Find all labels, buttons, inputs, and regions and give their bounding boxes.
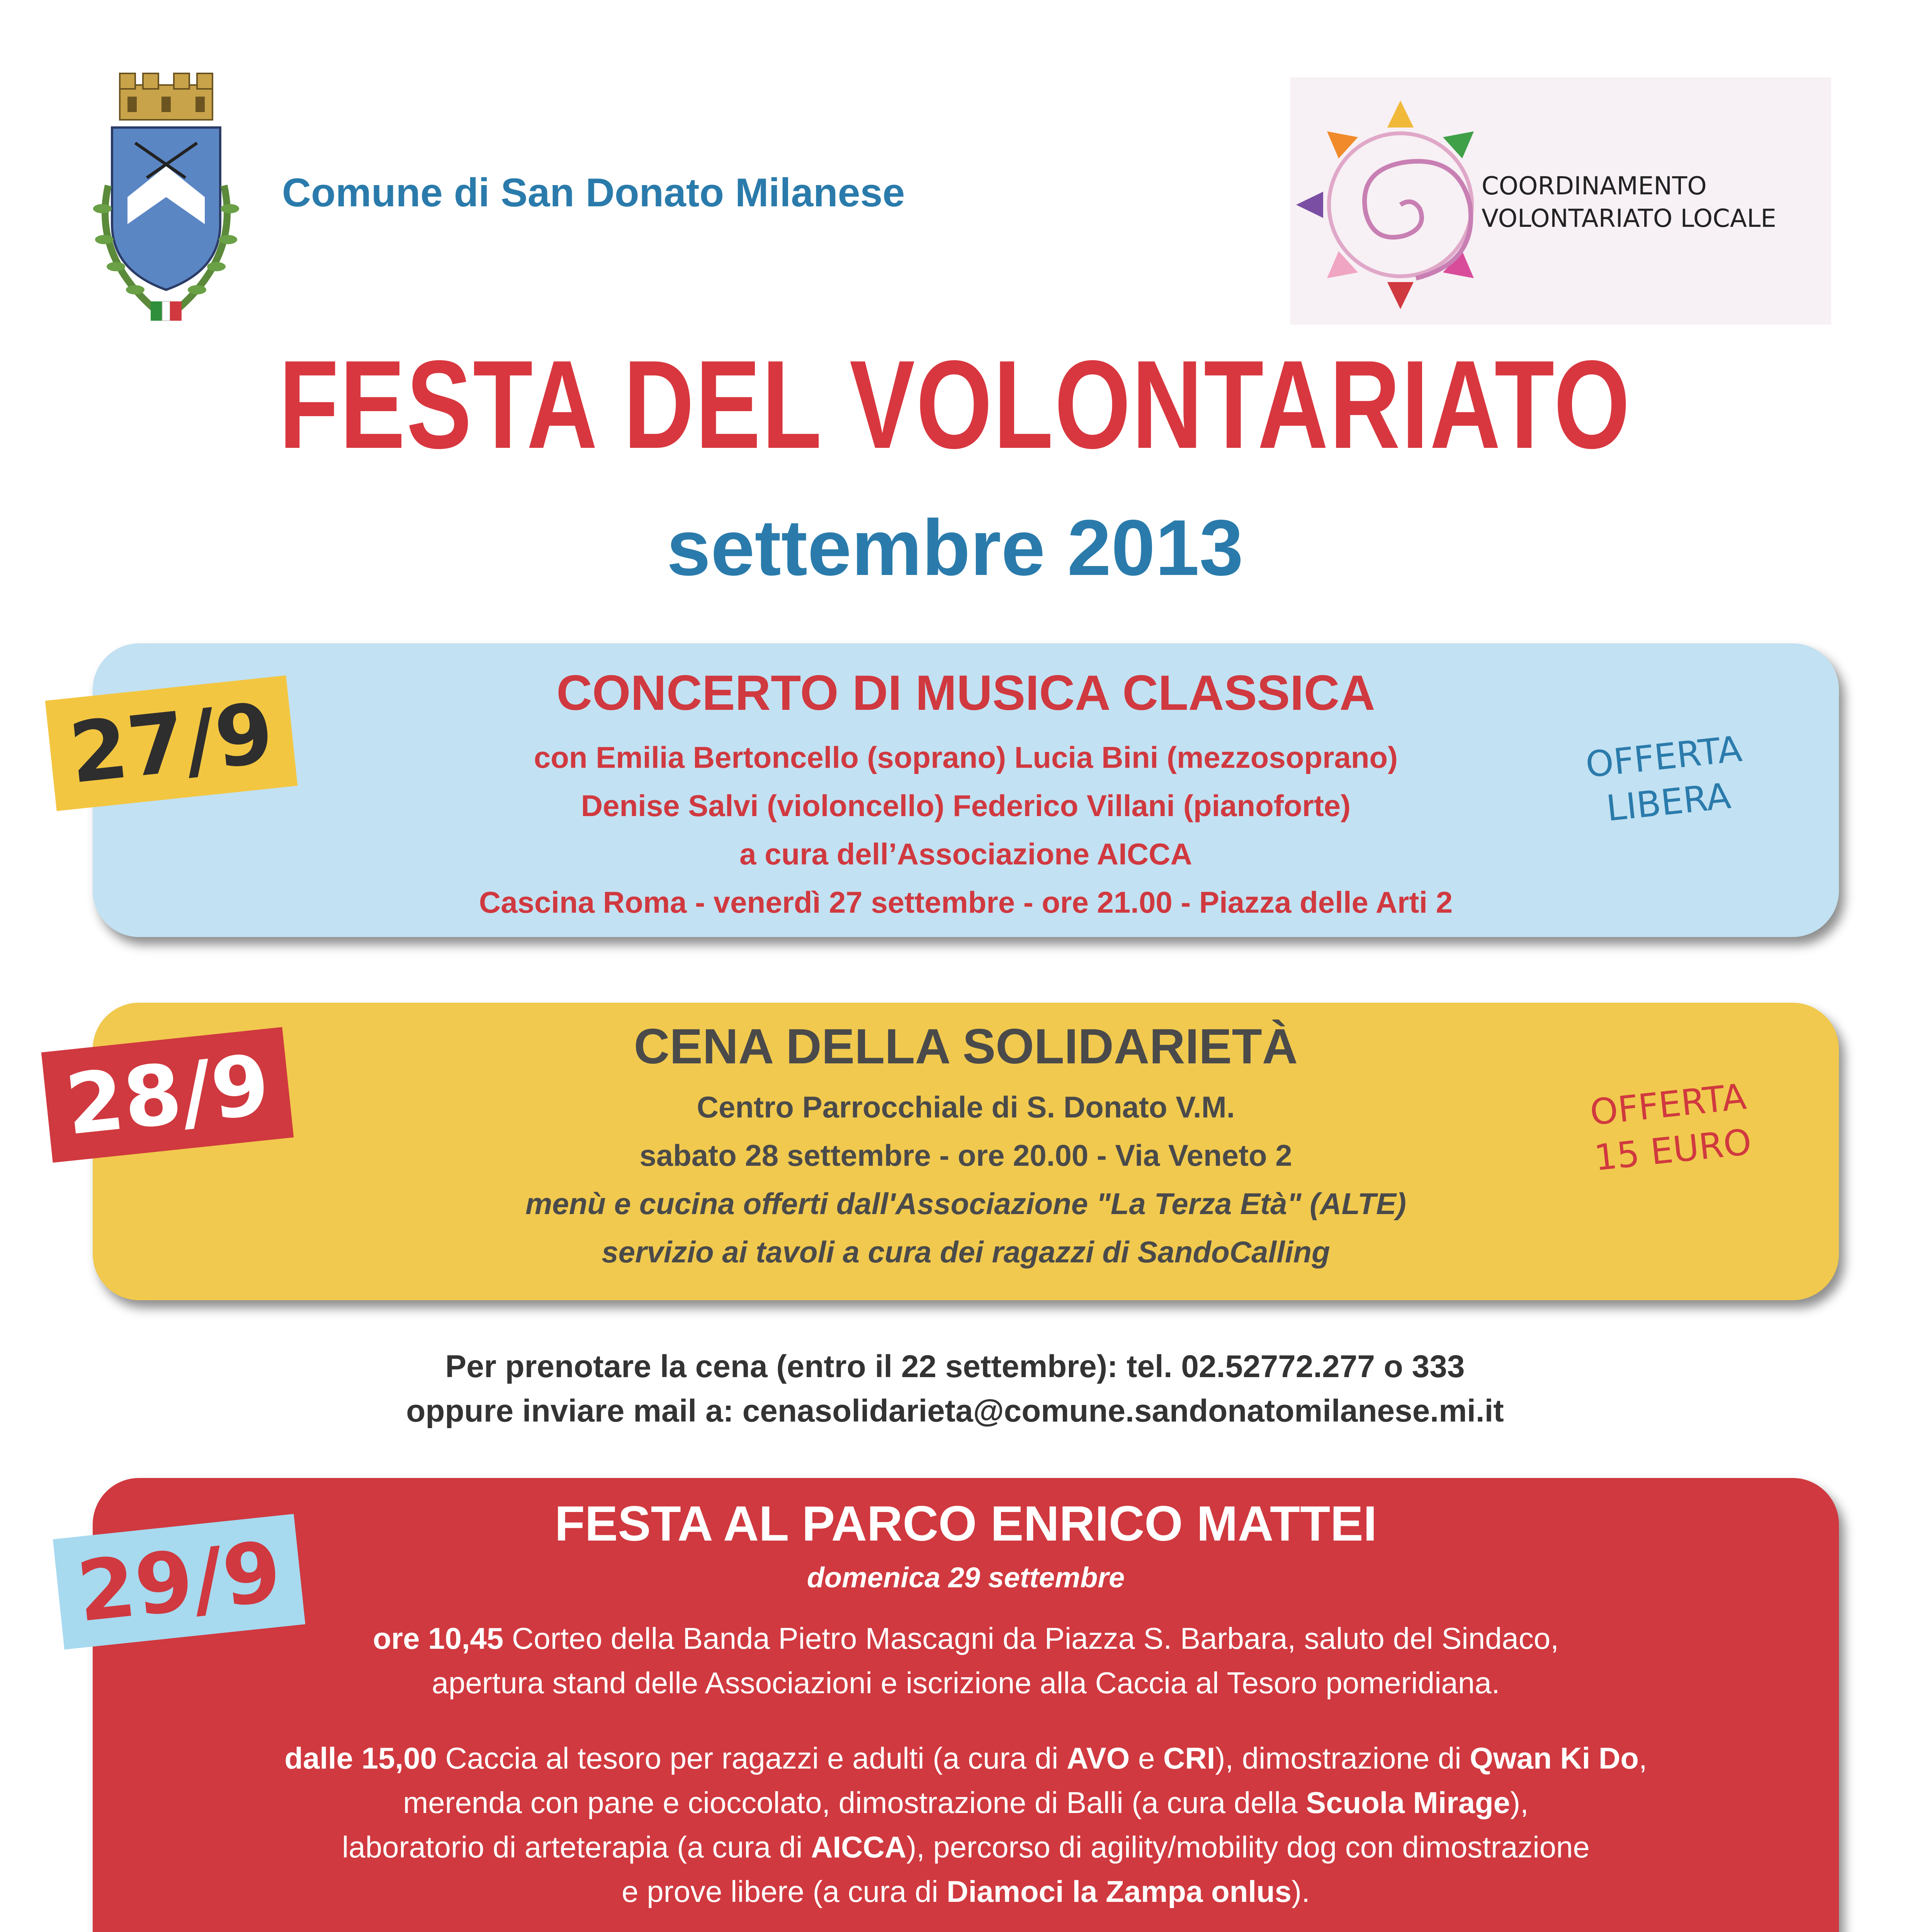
cvl-logo-text <box>1482 170 1776 235</box>
event-3-morning-line-2: apertura stand delle Associazioni e iscrizione alla Caccia al Tesoro pomeridiana. <box>432 1666 1500 1700</box>
event-3-date-tag: 29/9 <box>53 1514 306 1650</box>
event-2-line-4: servizio ai tavoli a cura dei ragazzi di SandoCalling <box>602 1235 1330 1269</box>
event-3-afternoon-line-4 <box>93 1874 1839 1909</box>
event-1-line-4: Cascina Roma - venerdì 27 settembre - ore 21.00 - Piazza delle Arti 2 <box>479 885 1453 919</box>
event-1-title: CONCERTO DI MUSICA CLASSICA <box>556 665 1375 721</box>
subtitle: settembre 2013 <box>666 503 1244 592</box>
event-3-afternoon-text-1: Caccia al tesoro per ragazzi e adulti (a cura di <box>437 1741 1067 1775</box>
event-3-morning-line-1 <box>93 1621 1839 1656</box>
event-3-cri: CRI <box>1163 1741 1215 1775</box>
event-3-afternoon-time: dalle 15,00 <box>284 1741 437 1775</box>
event-3-afternoon-text-2: ), dimostrazione di <box>1215 1741 1470 1775</box>
event-3-afternoon-text-3: , <box>1639 1741 1647 1775</box>
event-1-offer-line-1: OFFERTA <box>1584 728 1744 786</box>
event-3-scuola-mirage: Scuola Mirage <box>1306 1786 1511 1820</box>
event-1-offer-line-2: LIBERA <box>1604 775 1733 830</box>
comune-name: Comune di San Donato Milanese <box>282 170 905 215</box>
event-3-subtitle: domenica 29 settembre <box>807 1561 1125 1594</box>
event-3-afternoon-line-1 <box>93 1741 1839 1776</box>
event-3-afternoon-text-6: laboratorio di arteterapia (a cura di <box>342 1830 811 1864</box>
event-3-afternoon-line-2 <box>93 1785 1839 1820</box>
event-2-offer-line-2: 15 EURO <box>1592 1121 1754 1179</box>
spiral-sun-icon <box>1290 77 1476 325</box>
event-2-date-tag: 28/9 <box>41 1027 294 1163</box>
event-2-line-3: menù e cucina offerti dall'Associazione "La Terza Età" (ALTE) <box>525 1187 1406 1221</box>
booking-phone: Per prenotare la cena (entro il 22 settembre): tel. 02.52772.277 o 333 <box>445 1349 1465 1384</box>
event-2-offer-line-1: OFFERTA <box>1588 1076 1749 1134</box>
event-3-morning-text: Corteo della Banda Pietro Mascagni da Piazza S. Barbara, saluto del Sindaco, <box>503 1621 1559 1655</box>
cvl-line-1: COORDINAMENTO <box>1482 172 1707 201</box>
event-2-line-1: Centro Parrocchiale di S. Donato V.M. <box>697 1090 1235 1124</box>
event-1-line-1: con Emilia Bertoncello (soprano) Lucia Bini (mezzosoprano) <box>534 740 1398 774</box>
event-3-diamoci-la-zampa: Diamoci la Zampa onlus <box>947 1874 1292 1908</box>
event-3-afternoon-text-9: ). <box>1291 1874 1310 1908</box>
event-3-morning-time: ore 10,45 <box>373 1621 504 1655</box>
event-1-line-2: Denise Salvi (violoncello) Federico Villani (pianoforte) <box>581 789 1351 823</box>
event-3-avo: AVO <box>1067 1741 1130 1775</box>
comune-crest-icon <box>85 70 247 340</box>
booking-email: oppure inviare mail a: cenasolidarieta@comune.sandonatomilanese.mi.it <box>406 1393 1504 1429</box>
event-3-afternoon-text-5: ), <box>1510 1786 1529 1820</box>
event-3-afternoon-text-8: e prove libere (a cura di <box>622 1874 947 1908</box>
event-3-afternoon-text-4: merenda con pane e cioccolato, dimostrazione di Balli (a cura della <box>403 1786 1306 1820</box>
event-3-afternoon-line-3 <box>93 1830 1839 1865</box>
event-3-title: FESTA AL PARCO ENRICO MATTEI <box>554 1496 1377 1551</box>
event-3-qwan-ki-do: Qwan Ki Do <box>1470 1741 1639 1775</box>
event-3-afternoon-text-7: ), percorso di agility/mobility dog con dimostrazione <box>906 1830 1590 1864</box>
main-title: FESTA DEL VOLONTARIATO <box>279 334 1631 474</box>
event-1-line-3: a cura dell’Associazione AICCA <box>739 837 1192 871</box>
event-2-title: CENA DELLA SOLIDARIETÀ <box>634 1019 1298 1074</box>
event-3-and: e <box>1130 1741 1164 1775</box>
cvl-line-2: VOLONTARIATO LOCALE <box>1482 204 1776 233</box>
event-1-date-tag: 27/9 <box>45 675 298 811</box>
event-2-line-2: sabato 28 settembre - ore 20.00 - Via Veneto 2 <box>639 1138 1292 1172</box>
event-3-aicca: AICCA <box>811 1830 907 1864</box>
